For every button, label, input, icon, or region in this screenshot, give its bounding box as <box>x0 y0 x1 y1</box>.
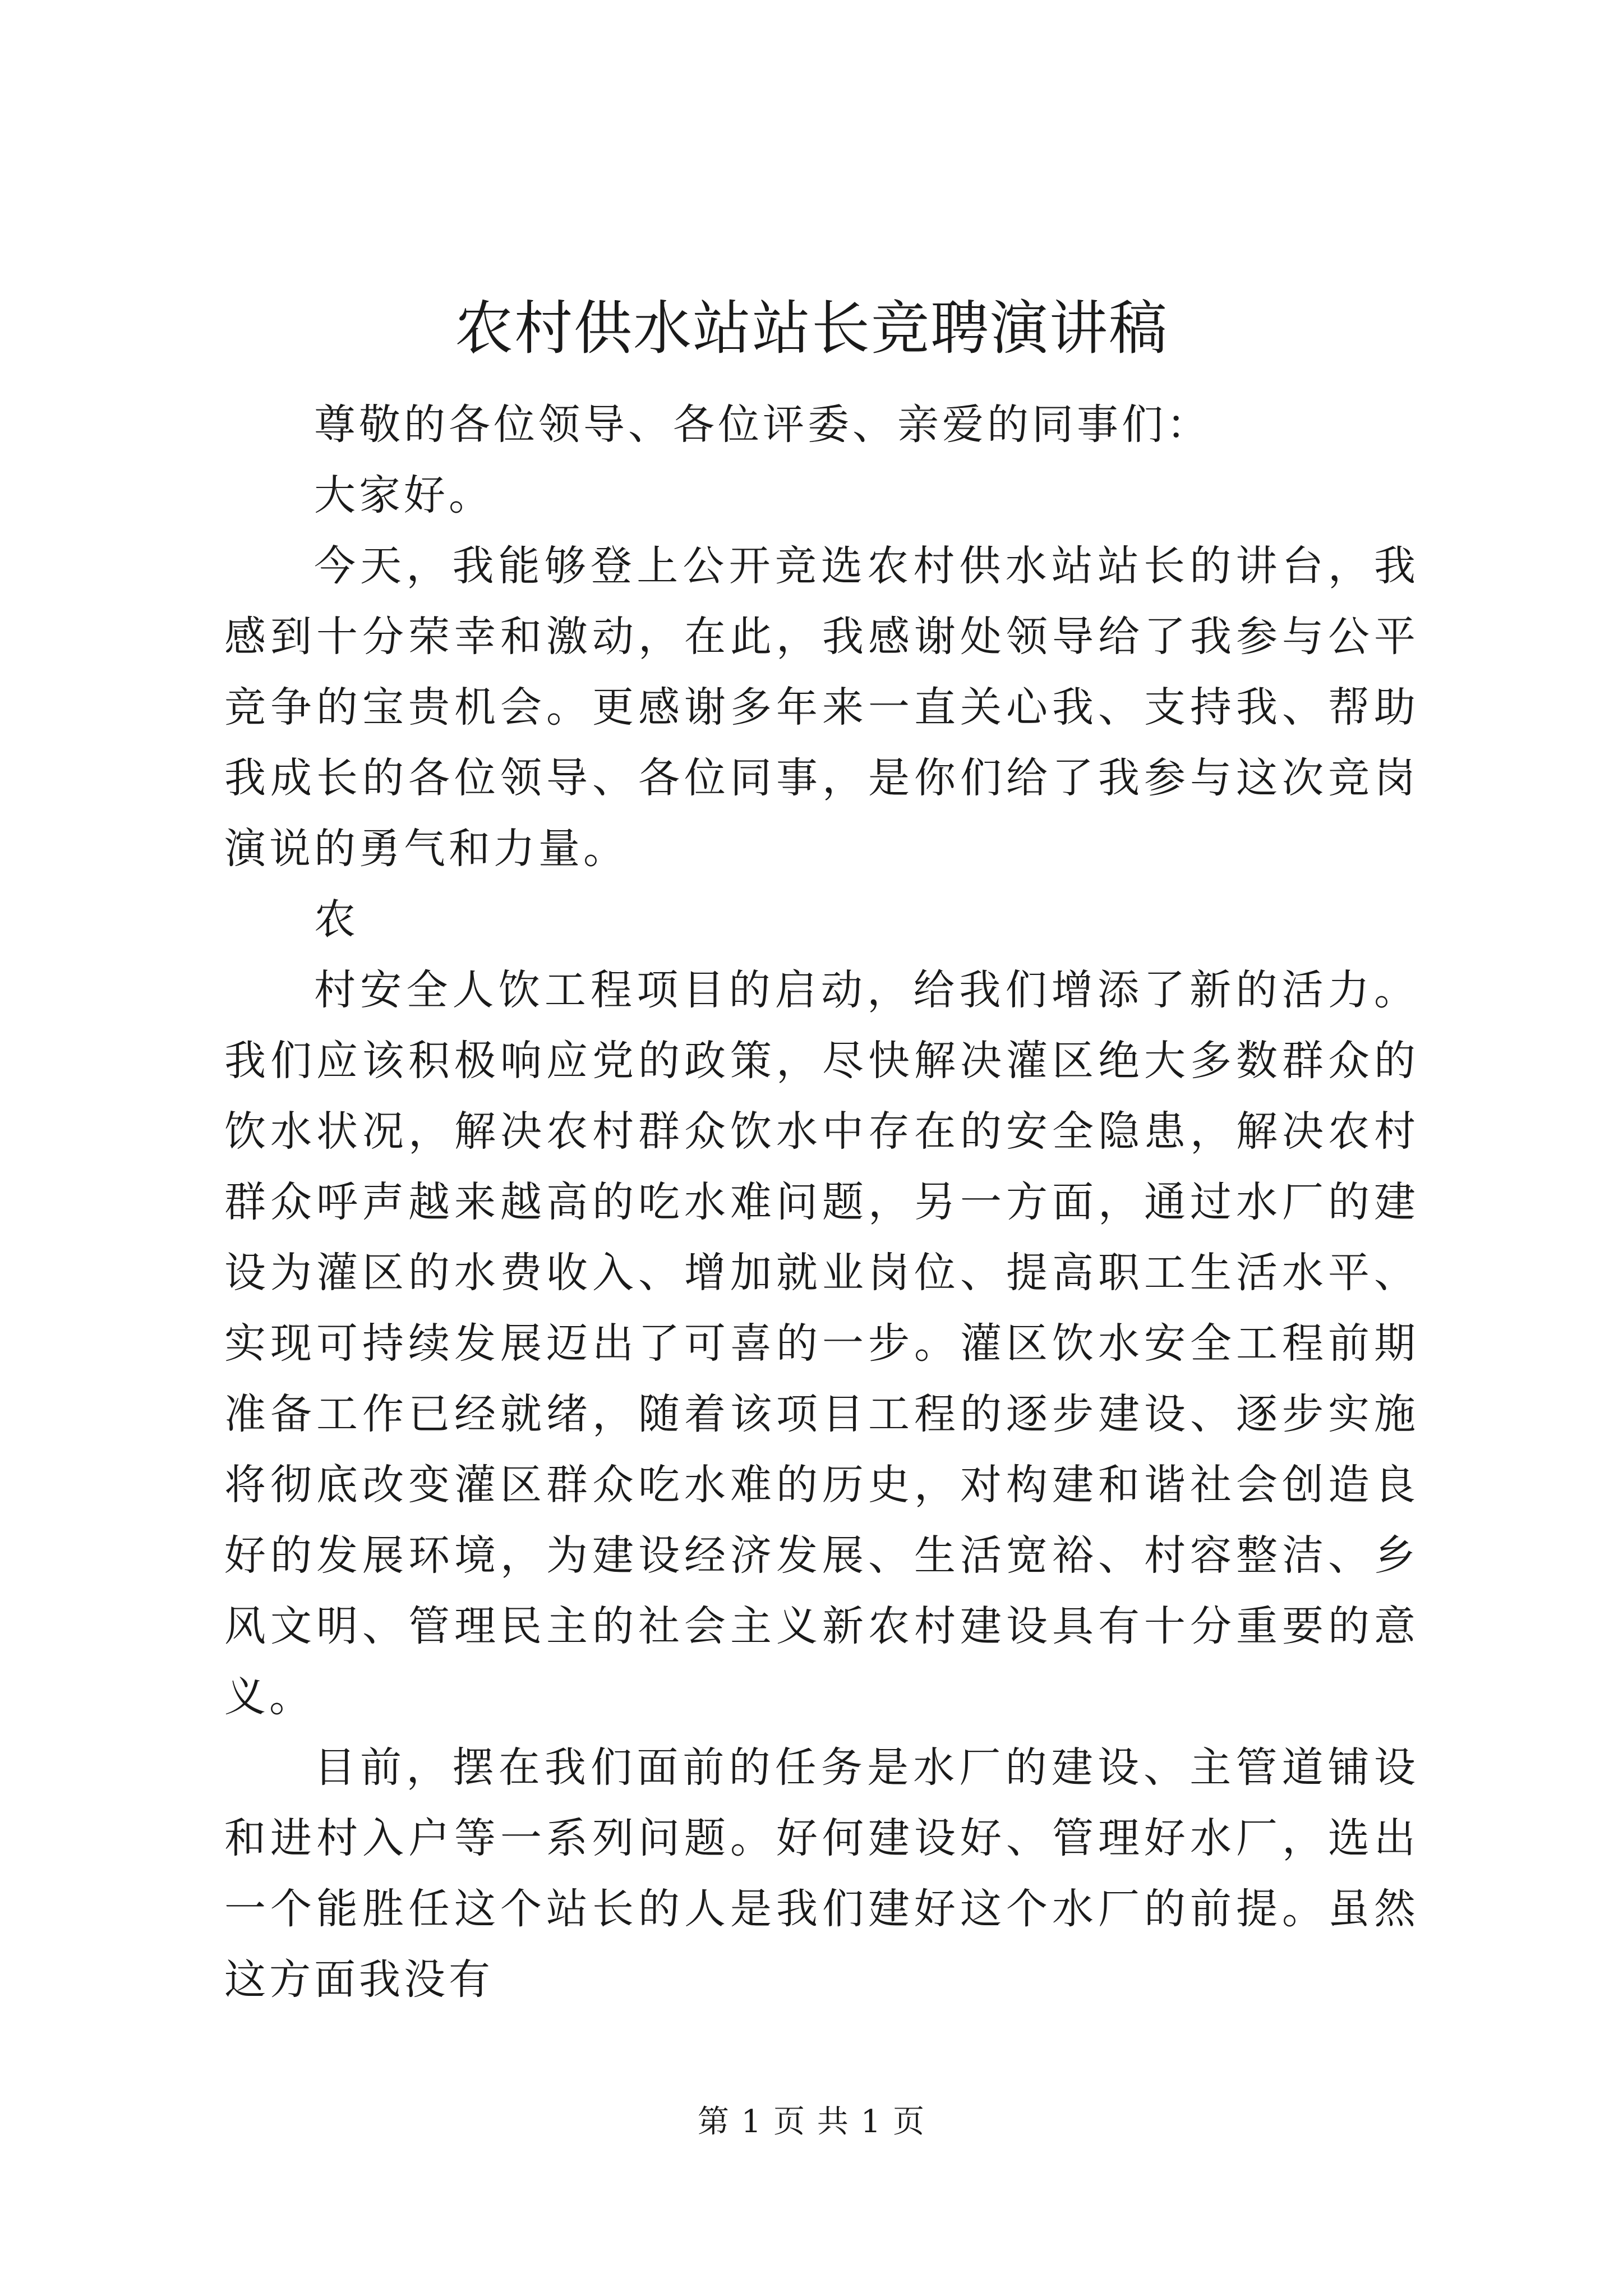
body-paragraph: 村安全人饮工程项目的启动，给我们增添了新的活力。我们应该积极响应党的政策，尽快解决灌区绝大多数群众的饮水状况，解决农村群众饮水中存在的安全隐患，解决农村群众呼声越来越高的吃水难问题，另一方面，通过水厂的建设为灌区的水费收入、增加就业岗位、提高职工生活水平、实现可持续发展迈出了可喜的一步。灌区饮水安全工程前期准备工作已经就绪，随着该项目工程的逐步建设、逐步实施将彻底改变灌区群众吃水难的历史，对构建和谐社会创造良好的发展环境，为建设经济发展、生活宽裕、村容整洁、乡风文明、管理民主的社会主义新农村建设具有十分重要的意义。 <box>224 966 1419 1721</box>
document-title: 农村供水站站长竞聘演讲稿 <box>454 294 1168 362</box>
salutation-paragraph: 尊敬的各位领导、各位评委、亲爱的同事们： <box>314 401 1211 449</box>
body-paragraph: 目前，摆在我们面前的任务是水厂的建设、主管道铺设和进村入户等一系列问题。好何建设好、管理好水厂，选出一个能胜任这个站长的人是我们建好这个水厂的前提。虽然这方面我没有 <box>224 1743 1419 2004</box>
body-paragraph: 农 <box>314 895 359 944</box>
greeting-paragraph: 大家好。 <box>314 471 494 519</box>
document-body <box>224 389 1419 2015</box>
body-paragraph: 今天，我能够登上公开竞选农村供水站站长的讲台，我感到十分荣幸和激动，在此，我感谢处领导给了我参与公平竞争的宝贵机会。更感谢多年来一直关心我、支持我、帮助我成长的各位领导、各位同事，是你们给了我参与这次竞岗演说的勇气和力量。 <box>224 542 1419 873</box>
page-number-footer: 第 1 页 共 1 页 <box>697 2104 926 2140</box>
